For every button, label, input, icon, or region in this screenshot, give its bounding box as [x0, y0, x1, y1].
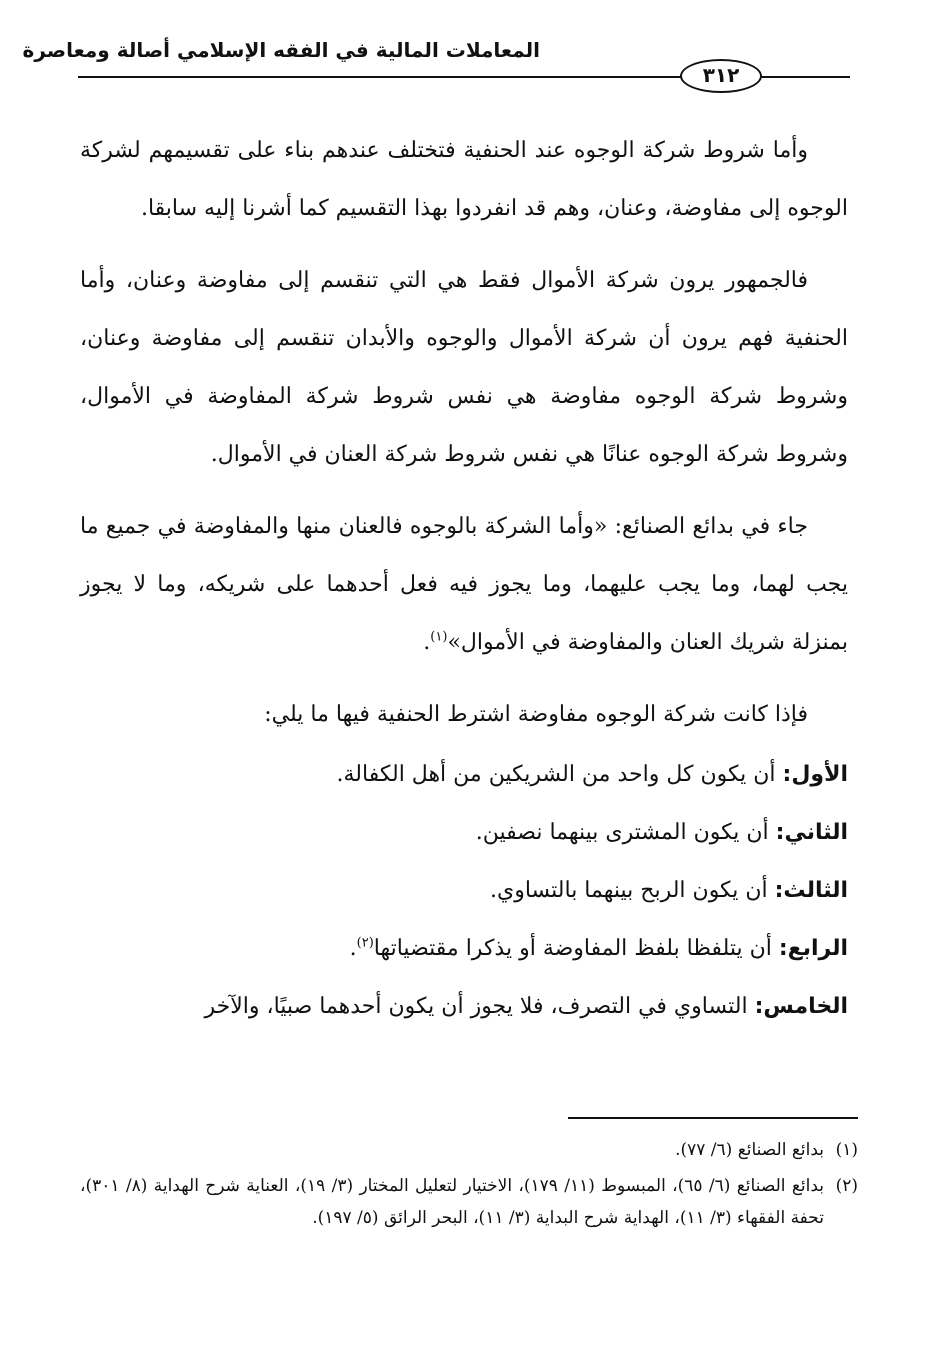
condition-label: الرابع: — [778, 936, 848, 961]
condition-label: الأول: — [782, 762, 848, 787]
condition-text: أن يكون الربح بينهما بالتساوي. — [489, 878, 768, 903]
footnote-mark: (١) — [835, 1140, 858, 1160]
condition-label: الثالث: — [774, 878, 848, 903]
running-title: المعاملات المالية في الفقه الإسلامي أصالة ومعاصرة — [22, 38, 540, 62]
footnote-rule — [568, 1117, 858, 1119]
condition-label: الخامس: — [754, 994, 848, 1019]
footnote-mark: (٢) — [835, 1176, 858, 1196]
condition-end: . — [349, 936, 357, 961]
condition-item — [80, 978, 848, 1036]
condition-text: أن يكون كل واحد من الشريكين من أهل الكفالة. — [336, 762, 776, 787]
quote-text: جاء في بدائع الصنائع: «وأما الشركة بالوجوه فالعنان منها والمفاوضة في جميع ما يجب لهما، وما يجب عليهما، وما يجوز فيه فعل أحدهما على شريكه، وما لا يجوز بمنزلة شريك العنان والمفاوضة في الأموال» — [80, 514, 848, 655]
condition-text: أن يكون المشترى بينهما نصفين. — [475, 820, 769, 845]
footnote-ref-1: (١) — [430, 629, 448, 645]
footnote-text: بدائع الصنائع (٦/ ٦٥)، المبسوط (١١/ ١٧٩)، الاختيار لتعليل المختار (٣/ ١٩)، العناية شرح الهداية (٨/ ٣٠١)، تحفة الفقهاء (٣/ ١١)، الهداية شرح البداية (٣/ ١١)، البحر الرائق (٥/ ١٩٧). — [80, 1176, 824, 1228]
footnote-2 — [80, 1170, 858, 1234]
quote-end: . — [423, 630, 431, 655]
paragraph-3-quote — [80, 498, 848, 672]
condition-label: الثاني: — [775, 820, 848, 845]
condition-item — [80, 862, 848, 920]
paragraph-4-intro: فإذا كانت شركة الوجوه مفاوضة اشترط الحنفية فيها ما يلي: — [264, 702, 808, 727]
page-number: ٣١٢ — [680, 59, 762, 93]
footnotes — [80, 1134, 858, 1238]
condition-item — [80, 746, 848, 804]
paragraph-1: وأما شروط شركة الوجوه عند الحنفية فتختلف عندهم بناء على تقسيمهم لشركة الوجوه إلى مفاوضة، وعنان، وهم قد انفردوا بهذا التقسيم كما أشرنا إليه سابقا. — [80, 138, 848, 221]
condition-item — [80, 920, 848, 978]
footnote-1 — [80, 1134, 858, 1166]
body-text — [80, 122, 848, 1036]
condition-text: أن يتلفظا بلفظ المفاوضة أو يذكرا مقتضياتها — [373, 936, 772, 961]
paragraph-2: فالجمهور يرون شركة الأموال فقط هي التي تنقسم إلى مفاوضة وعنان، وأما الحنفية فهم يرون أن شركة الأموال والوجوه والأبدان تنقسم إلى مفاوضة وعنان، وشروط شركة الوجوه مفاوضة هي نفس شروط شركة المفاوضة في الأموال، وشروط شركة الوجوه عنانًا هي نفس شروط شركة العنان في الأموال. — [80, 268, 848, 467]
footnote-text: بدائع الصنائع (٦/ ٧٧). — [675, 1140, 824, 1160]
condition-text: التساوي في التصرف، فلا يجوز أن يكون أحدهما صبيًا، والآخر — [204, 994, 748, 1019]
condition-item — [80, 804, 848, 862]
footnote-ref-2: (٢) — [356, 935, 374, 951]
